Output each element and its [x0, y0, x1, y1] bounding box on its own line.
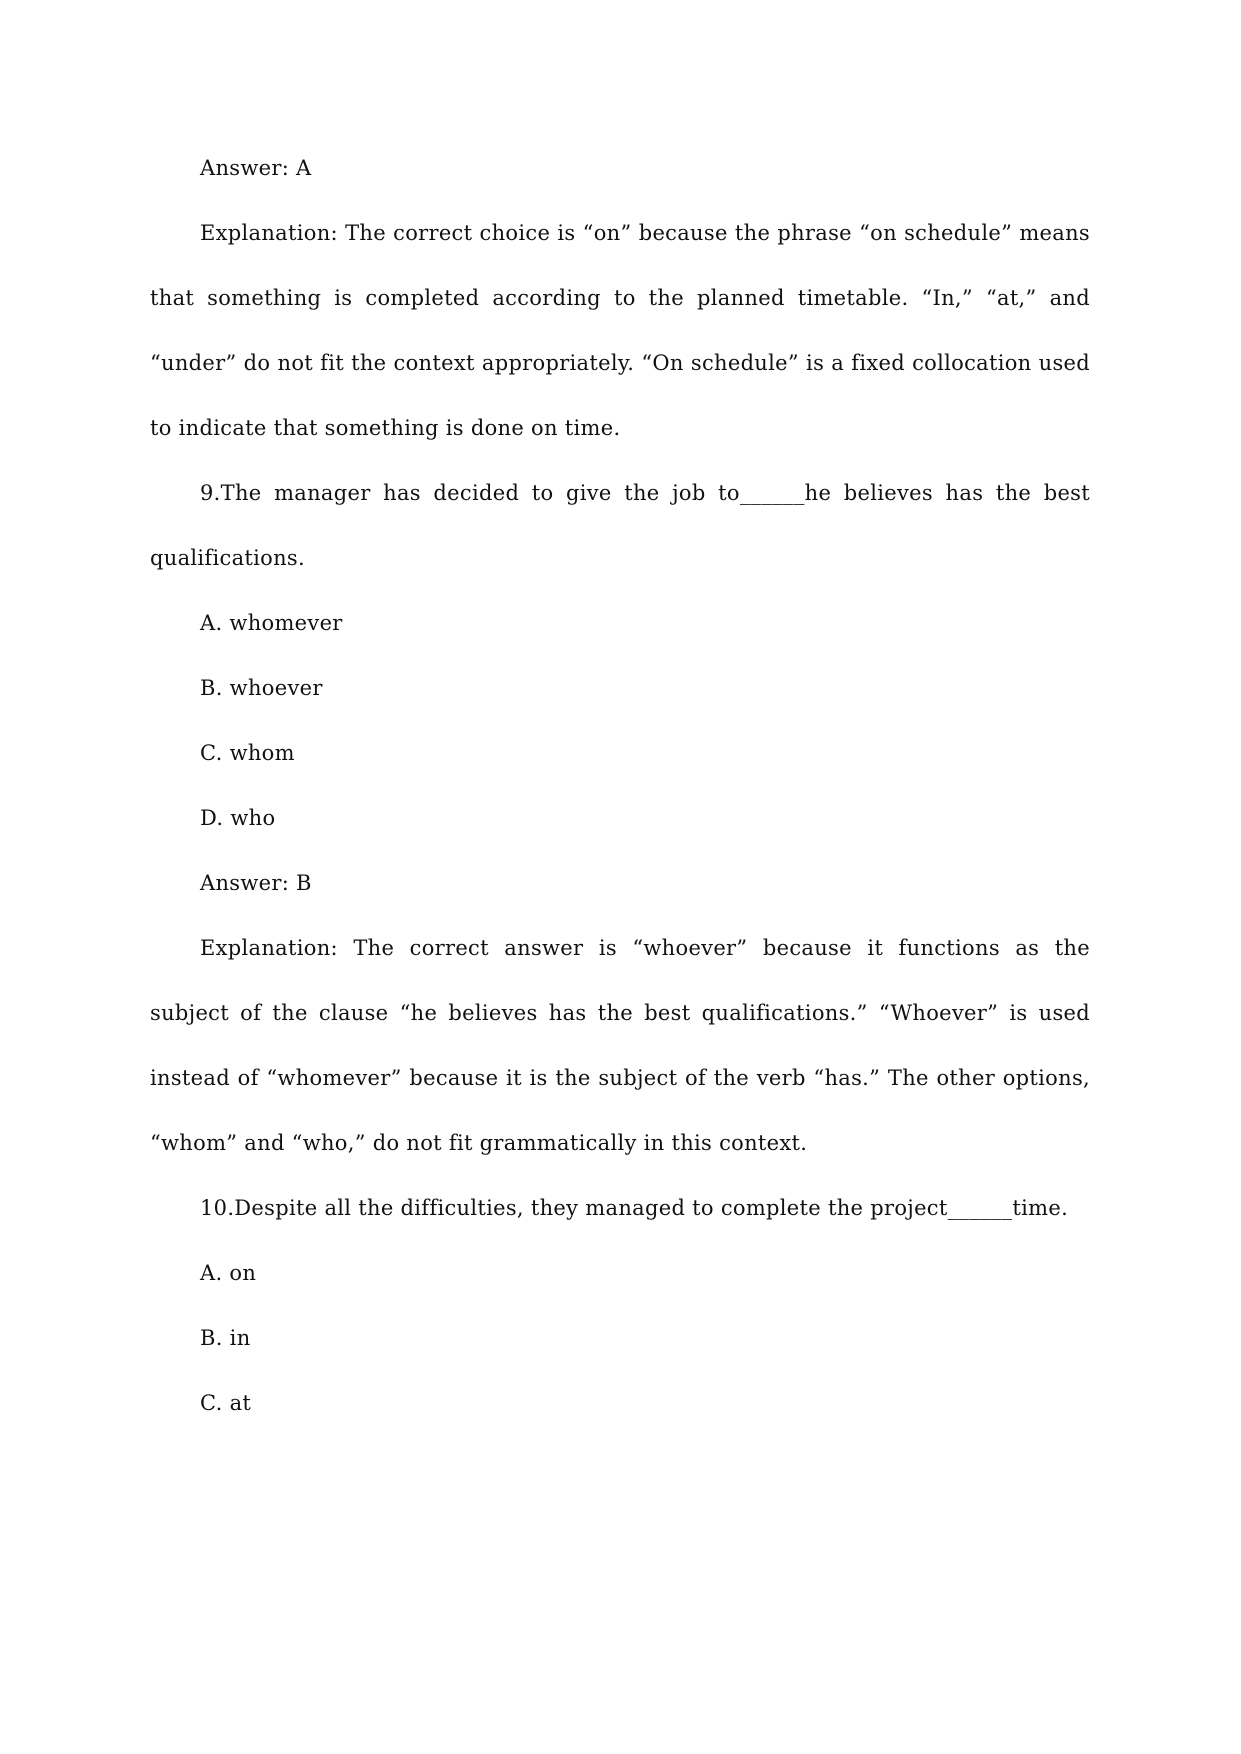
- question-9: 9.The manager has decided to give the job to______he believes has the best qualifications.: [150, 481, 1097, 570]
- page-content: [150, 136, 1097, 1436]
- option-c: C. at: [200, 1391, 252, 1415]
- option-a: A. on: [200, 1261, 257, 1285]
- option-c: C. whom: [200, 741, 295, 765]
- option-a: A. whomever: [200, 611, 343, 635]
- option-d: D. who: [200, 806, 276, 830]
- option-b: B. in: [200, 1326, 251, 1350]
- answer-line: Answer: B: [200, 871, 312, 895]
- answer-line: Answer: A: [200, 156, 312, 180]
- question-10: 10.Despite all the difficulties, they managed to complete the project______time.: [200, 1196, 1069, 1220]
- explanation-paragraph: Explanation: The correct answer is “whoever” because it functions as the subject of the clause “he believes has the best qualifications.” “Whoever” is used instead of “whomever” because it is the subject of the verb “has.” The other options, “whom” and “who,” do not fit grammatically in this context.: [150, 936, 1097, 1155]
- explanation-paragraph: Explanation: The correct choice is “on” because the phrase “on schedule” means that something is completed according to the planned timetable. “In,” “at,” and “under” do not fit the context appropriately. “On schedule” is a fixed collocation used to indicate that something is done on time.: [150, 221, 1097, 440]
- option-b: B. whoever: [200, 676, 323, 700]
